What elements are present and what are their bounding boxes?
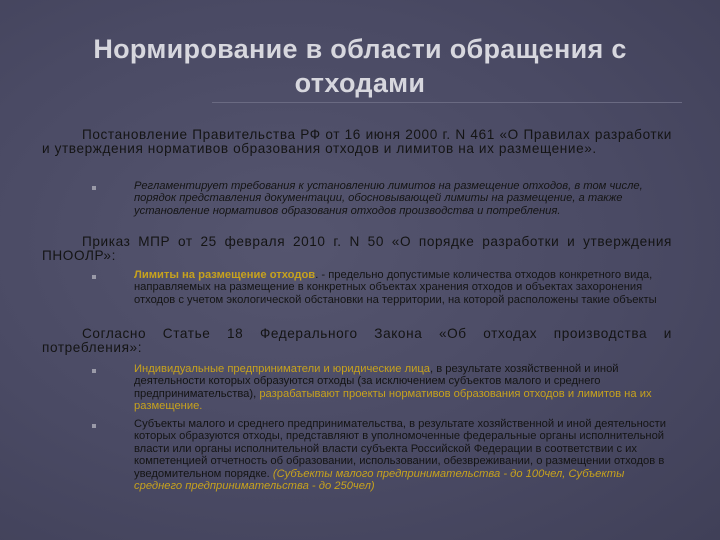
title-divider <box>212 102 682 103</box>
title-line-1: Нормирование в области обращения с <box>93 34 627 64</box>
square-bullet-icon <box>92 424 96 428</box>
bullet-regulation <box>134 180 674 217</box>
bullet-text: Субъекты малого и среднего предпринимательства, в результате хозяйственной и иной деятельности которых образуются отходы, представляют в уполномоченные федеральные органы исполнительной власти или органы исполнительной власти субъекта Российской Федерации в соответствии с их компетенцией отчетность об образовании, использовании, обезвреживании, о размещении отходов в уведомительном порядке. <box>134 418 666 480</box>
bullet-note: (Субъекты малого предпринимательства - до 100чел, Субъекты среднего предпринимательства - до 250чел) <box>134 467 625 493</box>
paragraph-text: Постановление Правительства РФ от 16 июня 2000 г. N 461 «О Правилах разработки и утверждения нормативов образования отходов и лимитов на их размещение». <box>42 127 672 156</box>
square-bullet-icon <box>92 186 96 190</box>
paragraph-decree-461 <box>42 128 672 156</box>
bullet-text: Регламентирует требования к установлению лимитов на размещение отходов, в том числе, порядок представления документации, обосновывающей лимиты на размещение, а также установление нормативов образования отходов производства и потребления. <box>134 180 643 217</box>
bullet-text: . - предельно допустимые количества отходов конкретного вида, направляемых на размещение в конкретных объектах хранения отходов и объектах захоронения отходов с учетом экологической обстановки на территории, на которой расположены такие объекты <box>134 269 657 306</box>
square-bullet-icon <box>92 275 96 279</box>
paragraph-text: Согласно Статье 18 Федерального Закона «Об отходах производства и потребления»: <box>42 326 672 355</box>
title-line-2: отходами <box>294 68 426 98</box>
bullet-highlight: Лимиты на размещение отходов <box>134 269 316 281</box>
bullet-limits-definition <box>134 269 674 306</box>
bullet-small-business <box>134 418 674 492</box>
square-bullet-icon <box>92 369 96 373</box>
slide-title <box>30 32 690 100</box>
paragraph-text: Приказ МПР от 25 февраля 2010 г. N 50 «О порядке разработки и утверждения ПНООЛР»: <box>42 234 672 263</box>
bullet-entrepreneurs <box>134 363 674 413</box>
bullet-highlight-end: разрабатывают проекты нормативов образования отходов и лимитов на их размещение. <box>134 387 652 413</box>
bullet-text: , в результате хозяйственной и иной деятельности которых образуются отходы (за исключением субъектов малого и среднего предпринимательства), <box>134 363 619 400</box>
paragraph-order-50 <box>42 235 672 263</box>
paragraph-article-18 <box>42 327 672 355</box>
bullet-highlight: Индивидуальные предприниматели и юридические лица <box>134 363 430 375</box>
